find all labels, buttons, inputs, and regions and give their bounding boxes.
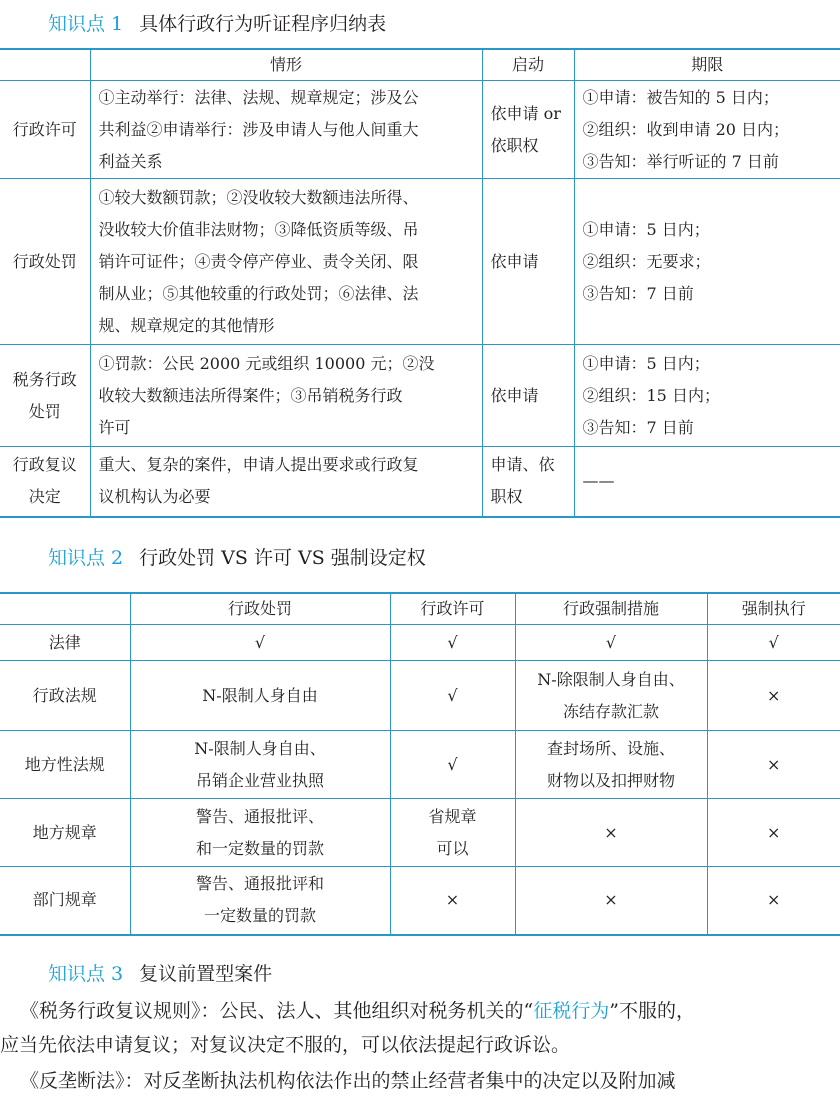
kp1-label: 知识点 1 (48, 13, 124, 35)
situation-cell (90, 447, 482, 517)
table1-header-cell (0, 49, 90, 81)
cell-text (130, 799, 390, 867)
situation-line: 规、规章规定的其他情形 (98, 315, 275, 335)
start-line: 依申请 or (490, 103, 561, 123)
authority-table (0, 592, 840, 936)
situation-line: 许可 (98, 417, 131, 437)
check-mark: √ (390, 661, 515, 731)
row-name: 法律 (0, 625, 130, 661)
cell-line: 和一定数量的罚款 (195, 838, 324, 858)
cell-text (130, 731, 390, 799)
period-line: ①申请：5 日内； (582, 219, 710, 239)
cross-mark: × (707, 731, 840, 799)
cell-line: 可以 (436, 838, 469, 858)
cross-mark: × (515, 799, 707, 867)
table-row (0, 179, 840, 345)
table1-header-cell: 情形 (90, 49, 482, 81)
kp3-title: 复议前置型案件 (139, 963, 273, 985)
check-mark: √ (707, 625, 840, 661)
table2-header-row (0, 593, 840, 625)
cross-mark: × (515, 867, 707, 935)
para1-text-a: 《税务行政复议规则》：公民、法人、其他组织对税务机关的“ (20, 1000, 534, 1022)
kp1-heading (48, 12, 386, 36)
period-cell (574, 447, 840, 517)
kp1-title: 具体行政行为听证程序归纳表 (139, 13, 387, 35)
period-line: ②组织：无要求； (582, 251, 711, 271)
situation-line: 没收较大价值非法财物；③降低资质等级、吊 (98, 219, 419, 239)
kp3-label: 知识点 3 (48, 963, 124, 985)
cell-line: N-限制人身自由、 (194, 738, 326, 758)
cell-line: N-除限制人身自由、 (537, 669, 685, 689)
situation-line: 销许可证件；④责令停产停业、责令关闭、限 (98, 251, 419, 271)
cross-mark: × (390, 867, 515, 935)
period-line: ②组织：15 日内； (582, 385, 720, 405)
situation-line: ①罚款：公民 2000 元或组织 10000 元；②没 (98, 353, 435, 373)
cross-mark: × (707, 867, 840, 935)
start-line: 依职权 (490, 135, 539, 155)
period-line: —— (582, 471, 615, 491)
cell-line: 警告、通报批评和 (195, 874, 324, 894)
cell-line: 一定数量的罚款 (203, 906, 316, 926)
situation-line: 议机构认为必要 (98, 487, 211, 507)
period-line: ③告知：7 日前 (582, 417, 694, 437)
situation-line: ①主动举行：法律、法规、规章规定；涉及公 (98, 87, 419, 107)
period-line: ②组织：收到申请 20 日内； (582, 119, 790, 139)
table-row (0, 345, 840, 447)
period-line: ①申请：5 日内； (582, 353, 710, 373)
start-line: 依申请 (490, 251, 539, 271)
cross-mark: × (707, 799, 840, 867)
row-name-line: 行政复议 (12, 455, 77, 475)
period-line: ③告知：举行听证的 7 日前 (582, 151, 779, 171)
start-cell (482, 81, 574, 179)
cell-text (515, 731, 707, 799)
start-line: 申请、依 (490, 455, 555, 475)
period-cell (574, 179, 840, 345)
start-line: 职权 (490, 487, 523, 507)
cross-mark: × (707, 661, 840, 731)
table-row (0, 731, 840, 799)
para2-line1: 《反垄断法》：对反垄断执法机构依法作出的禁止经营者集中的决定以及附加减 (20, 1070, 676, 1092)
start-cell (482, 447, 574, 517)
start-cell (482, 345, 574, 447)
row-name-line: 处罚 (28, 401, 61, 421)
table2-header-cell: 行政强制措施 (515, 593, 707, 625)
check-mark: √ (390, 731, 515, 799)
cell-line: 吊销企业营业执照 (195, 770, 324, 790)
check-mark: √ (130, 625, 390, 661)
kp2-heading (48, 546, 426, 570)
cell-line: 警告、通报批评、 (195, 806, 324, 826)
kp2-label: 知识点 2 (48, 547, 124, 569)
para1-line2: 应当先依法申请复议；对复议决定不服的，可以依法提起行政诉讼。 (0, 1034, 571, 1056)
row-name: 行政处罚 (0, 179, 90, 345)
period-cell (574, 81, 840, 179)
cell-text (515, 661, 707, 731)
table1-header-cell: 启动 (482, 49, 574, 81)
kp2-title: 行政处罚 VS 许可 VS 强制设定权 (139, 547, 426, 569)
table-row (0, 799, 840, 867)
situation-line: 重大、复杂的案件，申请人提出要求或行政复 (98, 455, 419, 475)
table-row (0, 447, 840, 517)
highlight-term: 征税行为 (533, 1000, 610, 1022)
situation-line: 制从业；⑤其他较重的行政处罚；⑥法律、法 (98, 283, 419, 303)
situation-line: ①较大数额罚款；②没收较大数额违法所得、 (98, 187, 419, 207)
row-name: 地方规章 (0, 799, 130, 867)
row-name-cell (0, 447, 90, 517)
table-row (0, 81, 840, 179)
check-mark: √ (390, 625, 515, 661)
para1-line1 (0, 996, 840, 1026)
table-row (0, 625, 840, 661)
cell-line: 查封场所、设施、 (546, 738, 675, 758)
row-name: 行政许可 (0, 81, 90, 179)
row-name-cell (0, 345, 90, 447)
row-name-line: 税务行政 (12, 369, 77, 389)
cell-line: 财物以及扣押财物 (546, 770, 675, 790)
situation-cell (90, 179, 482, 345)
check-mark: √ (515, 625, 707, 661)
para1-text-b: ”不服的， (609, 1000, 695, 1022)
table2-header-cell: 行政处罚 (130, 593, 390, 625)
period-cell (574, 345, 840, 447)
table2-header-cell: 行政许可 (390, 593, 515, 625)
cell-text (390, 799, 515, 867)
table-row (0, 661, 840, 731)
cell-text: N-限制人身自由 (130, 661, 390, 731)
row-name-line: 决定 (28, 487, 61, 507)
situation-line: 利益关系 (98, 151, 163, 171)
period-line: ③告知：7 日前 (582, 283, 694, 303)
row-name: 部门规章 (0, 867, 130, 935)
table1-header-cell: 期限 (574, 49, 840, 81)
row-name: 行政法规 (0, 661, 130, 731)
cell-text (130, 867, 390, 935)
table-row (0, 867, 840, 935)
hearing-procedure-table (0, 48, 840, 518)
table2-header-cell: 强制执行 (707, 593, 840, 625)
situation-cell (90, 81, 482, 179)
situation-cell (90, 345, 482, 447)
kp3-heading (48, 962, 272, 986)
situation-line: 共利益②申请举行：涉及申请人与他人间重大 (98, 119, 419, 139)
situation-line: 收较大数额违法所得案件；③吊销税务行政 (98, 385, 403, 405)
start-cell (482, 179, 574, 345)
table1-header-row (0, 49, 840, 81)
start-line: 依申请 (490, 385, 539, 405)
row-name: 地方性法规 (0, 731, 130, 799)
table2-header-cell (0, 593, 130, 625)
cell-line: 冻结存款汇款 (562, 701, 659, 721)
period-line: ①申请：被告知的 5 日内； (582, 87, 779, 107)
cell-line: 省规章 (428, 806, 477, 826)
